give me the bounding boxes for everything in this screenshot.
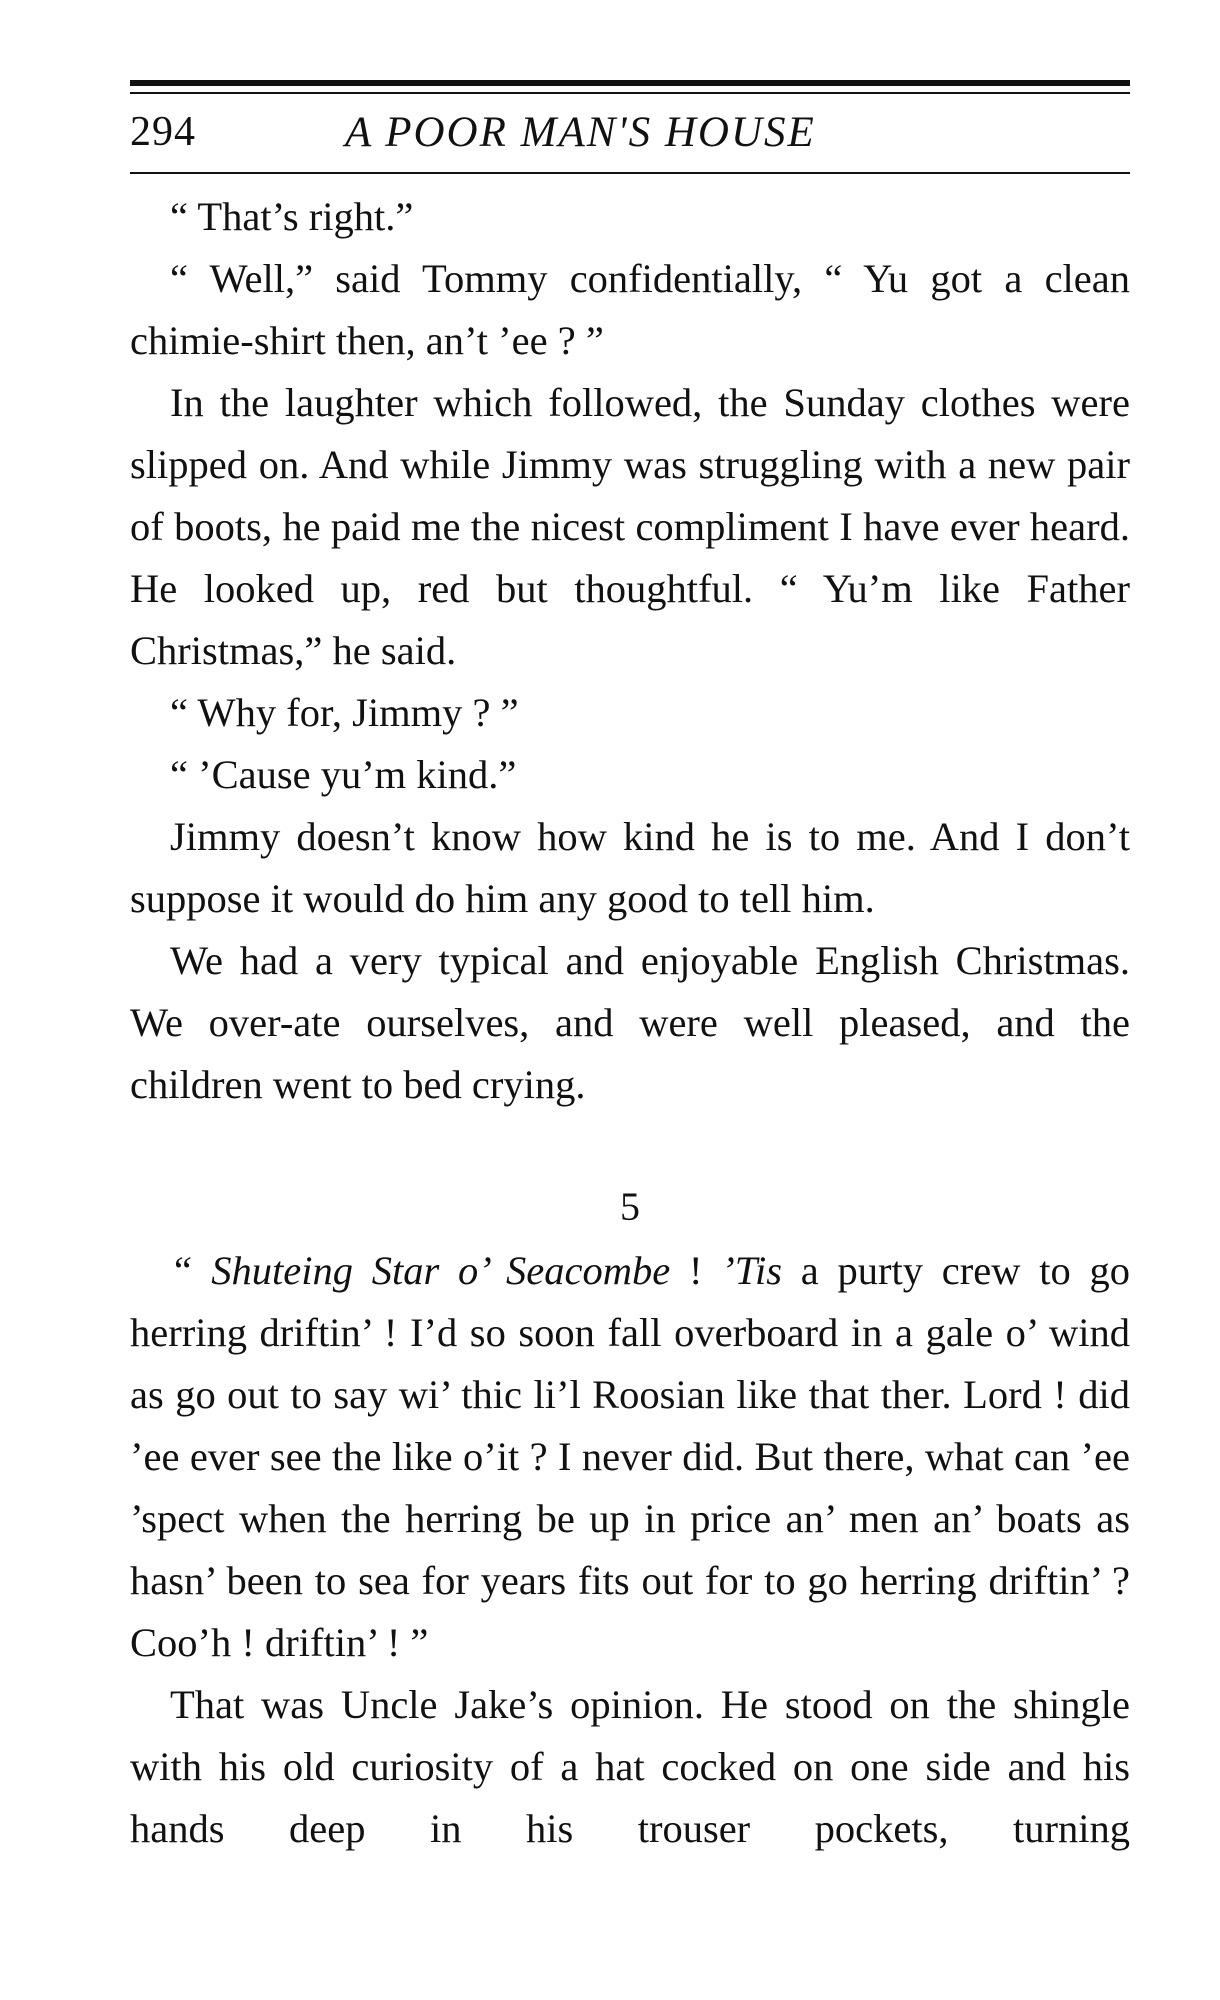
book-page bbox=[130, 80, 1130, 1860]
section-number: 5 bbox=[620, 1184, 640, 1229]
italic-text: ’Tis bbox=[721, 1248, 783, 1293]
paragraph: “ That’s right.” bbox=[170, 194, 414, 239]
paragraph: In the laughter which followed, the Sunday clothes were slipped on. And while Jimmy was struggling with a new pair of boots, he paid me the nicest compliment I have ever heard. He looked up, red but thoughtful. “ Yu’m like Father Christmas,” he said. bbox=[130, 380, 1130, 673]
header-bottom-rule bbox=[130, 172, 1130, 174]
paragraph: We had a very typical and enjoyable English Christmas. We over-ate ourselves, and were well pleased, and the children went to bed crying. bbox=[130, 938, 1130, 1107]
running-head bbox=[130, 108, 1130, 172]
text-span: a purty crew to go herring driftin’ ! I’d so soon fall overboard in a gale o’ wind as go out to say wi’ thic li’l Roosian like that ther. Lord ! did ’ee ever see the like o’it ? I never did. But there, what can ’ee ’spect when the herring be up in price an’ men an’ boats as hasn’ been to sea for years fits out for to go herring driftin’ ? Coo’h ! driftin’ ! ” bbox=[130, 1248, 1130, 1665]
paragraph: Jimmy doesn’t know how kind he is to me. And I don’t suppose it would do him any good to tell him. bbox=[130, 814, 1130, 921]
italic-text: “ Shuteing Star o’ Seacombe bbox=[170, 1248, 671, 1293]
header-thin-rule bbox=[130, 92, 1130, 94]
paragraph: “ ’Cause yu’m kind.” bbox=[170, 752, 517, 797]
body-text bbox=[130, 186, 1130, 1860]
page-number: 294 bbox=[130, 109, 196, 155]
paragraph: “ Why for, Jimmy ? ” bbox=[170, 690, 519, 735]
book-title: A POOR MAN'S HOUSE bbox=[345, 109, 816, 156]
header-thick-rule bbox=[130, 80, 1130, 86]
paragraph bbox=[130, 1240, 1130, 1674]
paragraph: “ Well,” said Tommy confidentially, “ Yu got a clean chimie-shirt then, an’t ’ee ? ” bbox=[130, 256, 1130, 363]
text-span: ! bbox=[670, 1248, 722, 1293]
paragraph: That was Uncle Jake’s opinion. He stood on the shingle with his old curiosity of a hat cocked on one side and his hands deep in his trouser pockets, turning bbox=[130, 1682, 1130, 1851]
